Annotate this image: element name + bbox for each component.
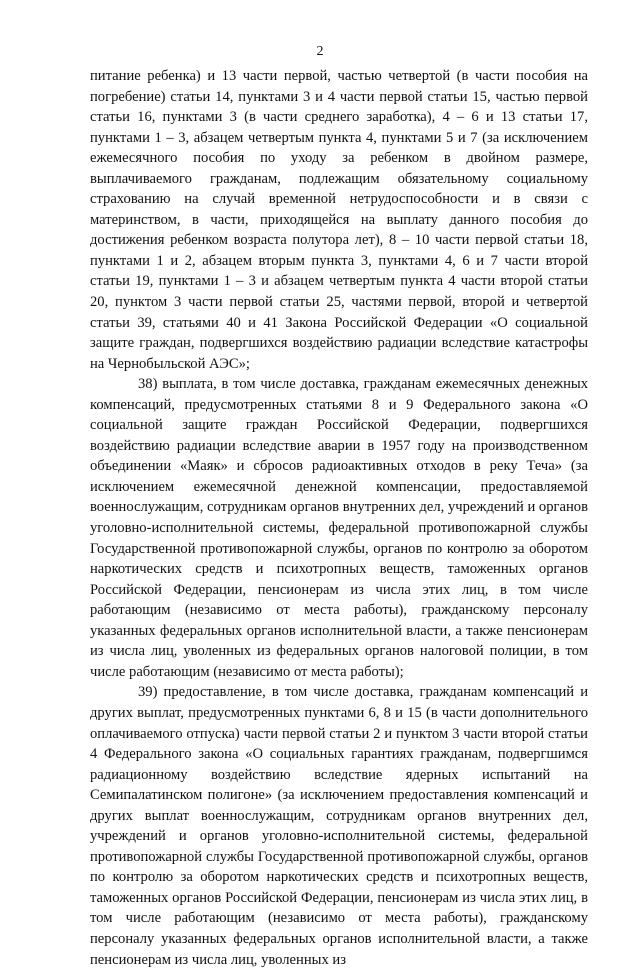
paragraph-item-39: 39) предоставление, в том числе доставка, гражданам компенсаций и других выплат, предусмотренных пунктами 6, 8 и 15 (в части дополнительного оплачиваемого отпуска) части первой статьи 2 и пунктом 3 части второй статьи 4 Федерального закона «О социальных гарантиях гражданам, подвергшимся радиационному воздействию вследствие ядерных испытаний на Семипалатинском полигоне» (за исключением предоставления компенсаций и других выплат военнослужащим, сотрудникам органов внутренних дел, учреждений и органов уголовно-исполнительной системы, федеральной противопожарной службы Государственной противопожарной службы, органов по контролю за оборотом наркотических средств и психотропных веществ, таможенных органов Российской Федерации, пенсионерам из числа этих лиц, в том числе работающим (независимо от места работы), гражданскому персоналу указанных федеральных органов исполнительной власти, а также пенсионерам из числа лиц, уволенных из (90, 684, 588, 968)
document-body (90, 66, 588, 970)
paragraph-continuation: питание ребенка) и 13 части первой, частью четвертой (в части пособия на погребение) статьи 14, пунктами 3 и 4 части первой статьи 15, частью первой статьи 16, пунктами 3 (в части среднего заработка), 4 – 6 и 13 статьи 17, пунктами 1 – 3, абзацем четвертым пункта 4, пунктами 5 и 7 (за исключением ежемесячного пособия по уходу за ребенком в двойном размере, выплачиваемого гражданам, подлежащим обязательному социальному страхованию на случай временной нетрудоспособности и в связи с материнством, в части, приходящейся на выплату данного пособия до достижения ребенком возраста полутора лет), 8 – 10 части первой статьи 18, пунктами 1 и 2, абзацем вторым пункта 3, пунктами 4, 6 и 7 части второй статьи 19, пунктами 1 – 3 и абзацем четвертым пункта 4 части второй статьи 20, пунктом 3 части первой статьи 25, частями первой, второй и четвертой статьи 39, статьями 40 и 41 Закона Российской Федерации «О социальной защите граждан, подвергшихся воздействию радиации вследствие катастрофы на Чернобыльской АЭС»; (90, 68, 588, 372)
paragraph-item-38: 38) выплата, в том числе доставка, гражданам ежемесячных денежных компенсаций, предусмотренных статьями 8 и 9 Федерального закона «О социальной защите граждан Российской Федерации, подвергшихся воздействию радиации вследствие аварии в 1957 году на производственном объединении «Маяк» и сбросов радиоактивных отходов в реку Теча» (за исключением ежемесячной денежной компенсации, предоставляемой военнослужащим, сотрудникам органов внутренних дел, учреждений и органов уголовно-исполнительной системы, федеральной противопожарной службы Государственной противопожарной службы, органов по контролю за оборотом наркотических средств и психотропных веществ, таможенных органов Российской Федерации, пенсионерам из числа этих лиц, в том числе работающим (независимо от места работы), гражданскому персоналу указанных федеральных органов исполнительной власти, а также пенсионерам из числа лиц, уволенных из федеральных органов налоговой полиции, в том числе работающим (независимо от места работы); (90, 376, 588, 680)
page-number: 2 (316, 44, 324, 59)
